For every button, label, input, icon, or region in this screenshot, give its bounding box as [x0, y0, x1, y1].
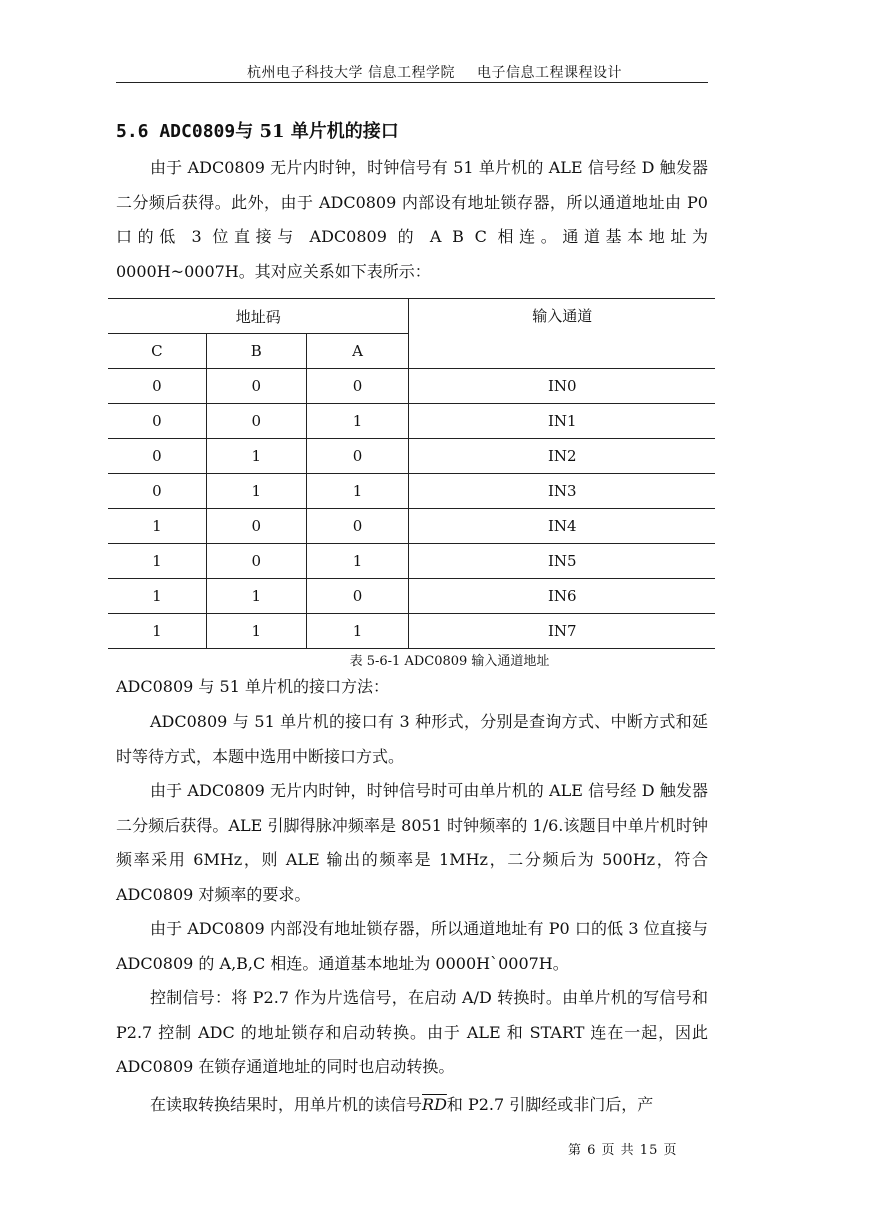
cell-a: 0 — [306, 579, 409, 614]
cell-a: 1 — [306, 474, 409, 509]
cell-a: 0 — [306, 439, 409, 474]
cell-channel: IN7 — [409, 614, 715, 649]
table-row — [108, 439, 715, 474]
cell-channel: IN0 — [409, 369, 715, 404]
last-paragraph-start: 在读取转换结果时，用单片机的读信号 — [150, 1095, 423, 1114]
input-channel-header: 输入通道 — [409, 299, 715, 369]
table-row — [108, 544, 715, 579]
cell-b: 1 — [206, 579, 306, 614]
section-title — [116, 117, 399, 143]
table-header-row — [108, 299, 715, 334]
intro-paragraph: 由于 ADC0809 无片内时钟，时钟信号有 51 单片机的 ALE 信号经 D 触发器二分频后获得。此外，由于 ADC0809 内部设有地址锁存器，所以通道地址由 P0 口的低 3 位直接与 ADC0809 的 A B C 相连。通道基本地址为 0000H~0007H。其对应关系如下表所示： — [116, 158, 708, 281]
cell-a: 0 — [306, 509, 409, 544]
cell-channel: IN3 — [409, 474, 715, 509]
cell-b: 0 — [206, 509, 306, 544]
page-number: 第 6 页 共 15 页 — [568, 1143, 678, 1158]
table-row — [108, 474, 715, 509]
cell-b: 0 — [206, 544, 306, 579]
table-caption: 表 5-6-1 ADC0809 输入通道地址 — [349, 654, 550, 669]
body-paragraph-last — [116, 1088, 708, 1123]
last-paragraph-end: 和 P2.7 引脚经或非门后，产 — [446, 1095, 654, 1114]
cell-b: 0 — [206, 404, 306, 439]
section-number: 5.6 ADC0809 — [116, 121, 236, 142]
cell-c: 1 — [108, 614, 206, 649]
body-paragraph: 由于 ADC0809 内部没有地址锁存器，所以通道地址有 P0 口的低 3 位直接与 ADC0809 的 A,B,C 相连。通道基本地址为 0000H`0007H。 — [116, 919, 708, 973]
page-header — [0, 62, 869, 82]
cell-b: 1 — [206, 474, 306, 509]
cell-a: 0 — [306, 369, 409, 404]
cell-a: 1 — [306, 614, 409, 649]
section-title-text: 与 51 单片机的接口 — [235, 121, 399, 142]
body-paragraph: 由于 ADC0809 无片内时钟，时钟信号时可由单片机的 ALE 信号经 D 触发器二分频后获得。ALE 引脚得脉冲频率是 8051 时钟频率的 1/6.该题目中单片机时钟频率采用 6MHz，则 ALE 输出的频率是 1MHz，二分频后为 500Hz，符合 ADC0809 对频率的要求。 — [116, 781, 708, 904]
cell-channel: IN2 — [409, 439, 715, 474]
table-row — [108, 369, 715, 404]
col-header-b: B — [206, 334, 306, 369]
cell-channel: IN4 — [409, 509, 715, 544]
table-row — [108, 509, 715, 544]
cell-b: 0 — [206, 369, 306, 404]
channel-address-table — [108, 298, 715, 649]
cell-b: 1 — [206, 439, 306, 474]
interface-heading: ADC0809 与 51 单片机的接口方法： — [116, 677, 389, 696]
cell-b: 1 — [206, 614, 306, 649]
cell-channel: IN1 — [409, 404, 715, 439]
cell-channel: IN6 — [409, 579, 715, 614]
rd-signal: $\overline{RD}$ — [422, 1095, 447, 1114]
cell-c: 0 — [108, 404, 206, 439]
cell-channel: IN5 — [409, 544, 715, 579]
header-rule — [116, 82, 708, 83]
header-institution: 杭州电子科技大学 信息工程学院 — [247, 65, 455, 81]
body-paragraph: ADC0809 与 51 单片机的接口有 3 种形式，分别是查询方式、中断方式和延时等待方式，本题中选用中断接口方式。 — [116, 712, 708, 766]
cell-a: 1 — [306, 544, 409, 579]
table-row — [108, 404, 715, 439]
cell-c: 0 — [108, 474, 206, 509]
cell-c: 1 — [108, 579, 206, 614]
address-code-header: 地址码 — [108, 299, 409, 334]
cell-a: 1 — [306, 404, 409, 439]
header-course: 电子信息工程课程设计 — [476, 65, 622, 81]
col-header-c: C — [108, 334, 206, 369]
cell-c: 1 — [108, 509, 206, 544]
table-row — [108, 579, 715, 614]
cell-c: 0 — [108, 369, 206, 404]
table-row — [108, 614, 715, 649]
col-header-a: A — [306, 334, 409, 369]
cell-c: 1 — [108, 544, 206, 579]
body-paragraph: 控制信号：将 P2.7 作为片选信号，在启动 A/D 转换时。由单片机的写信号和 P2.7 控制 ADC 的地址锁存和启动转换。由于 ALE 和 START 连在一起，因此 ADC0809 在锁存通道地址的同时也启动转换。 — [116, 988, 708, 1076]
cell-c: 0 — [108, 439, 206, 474]
